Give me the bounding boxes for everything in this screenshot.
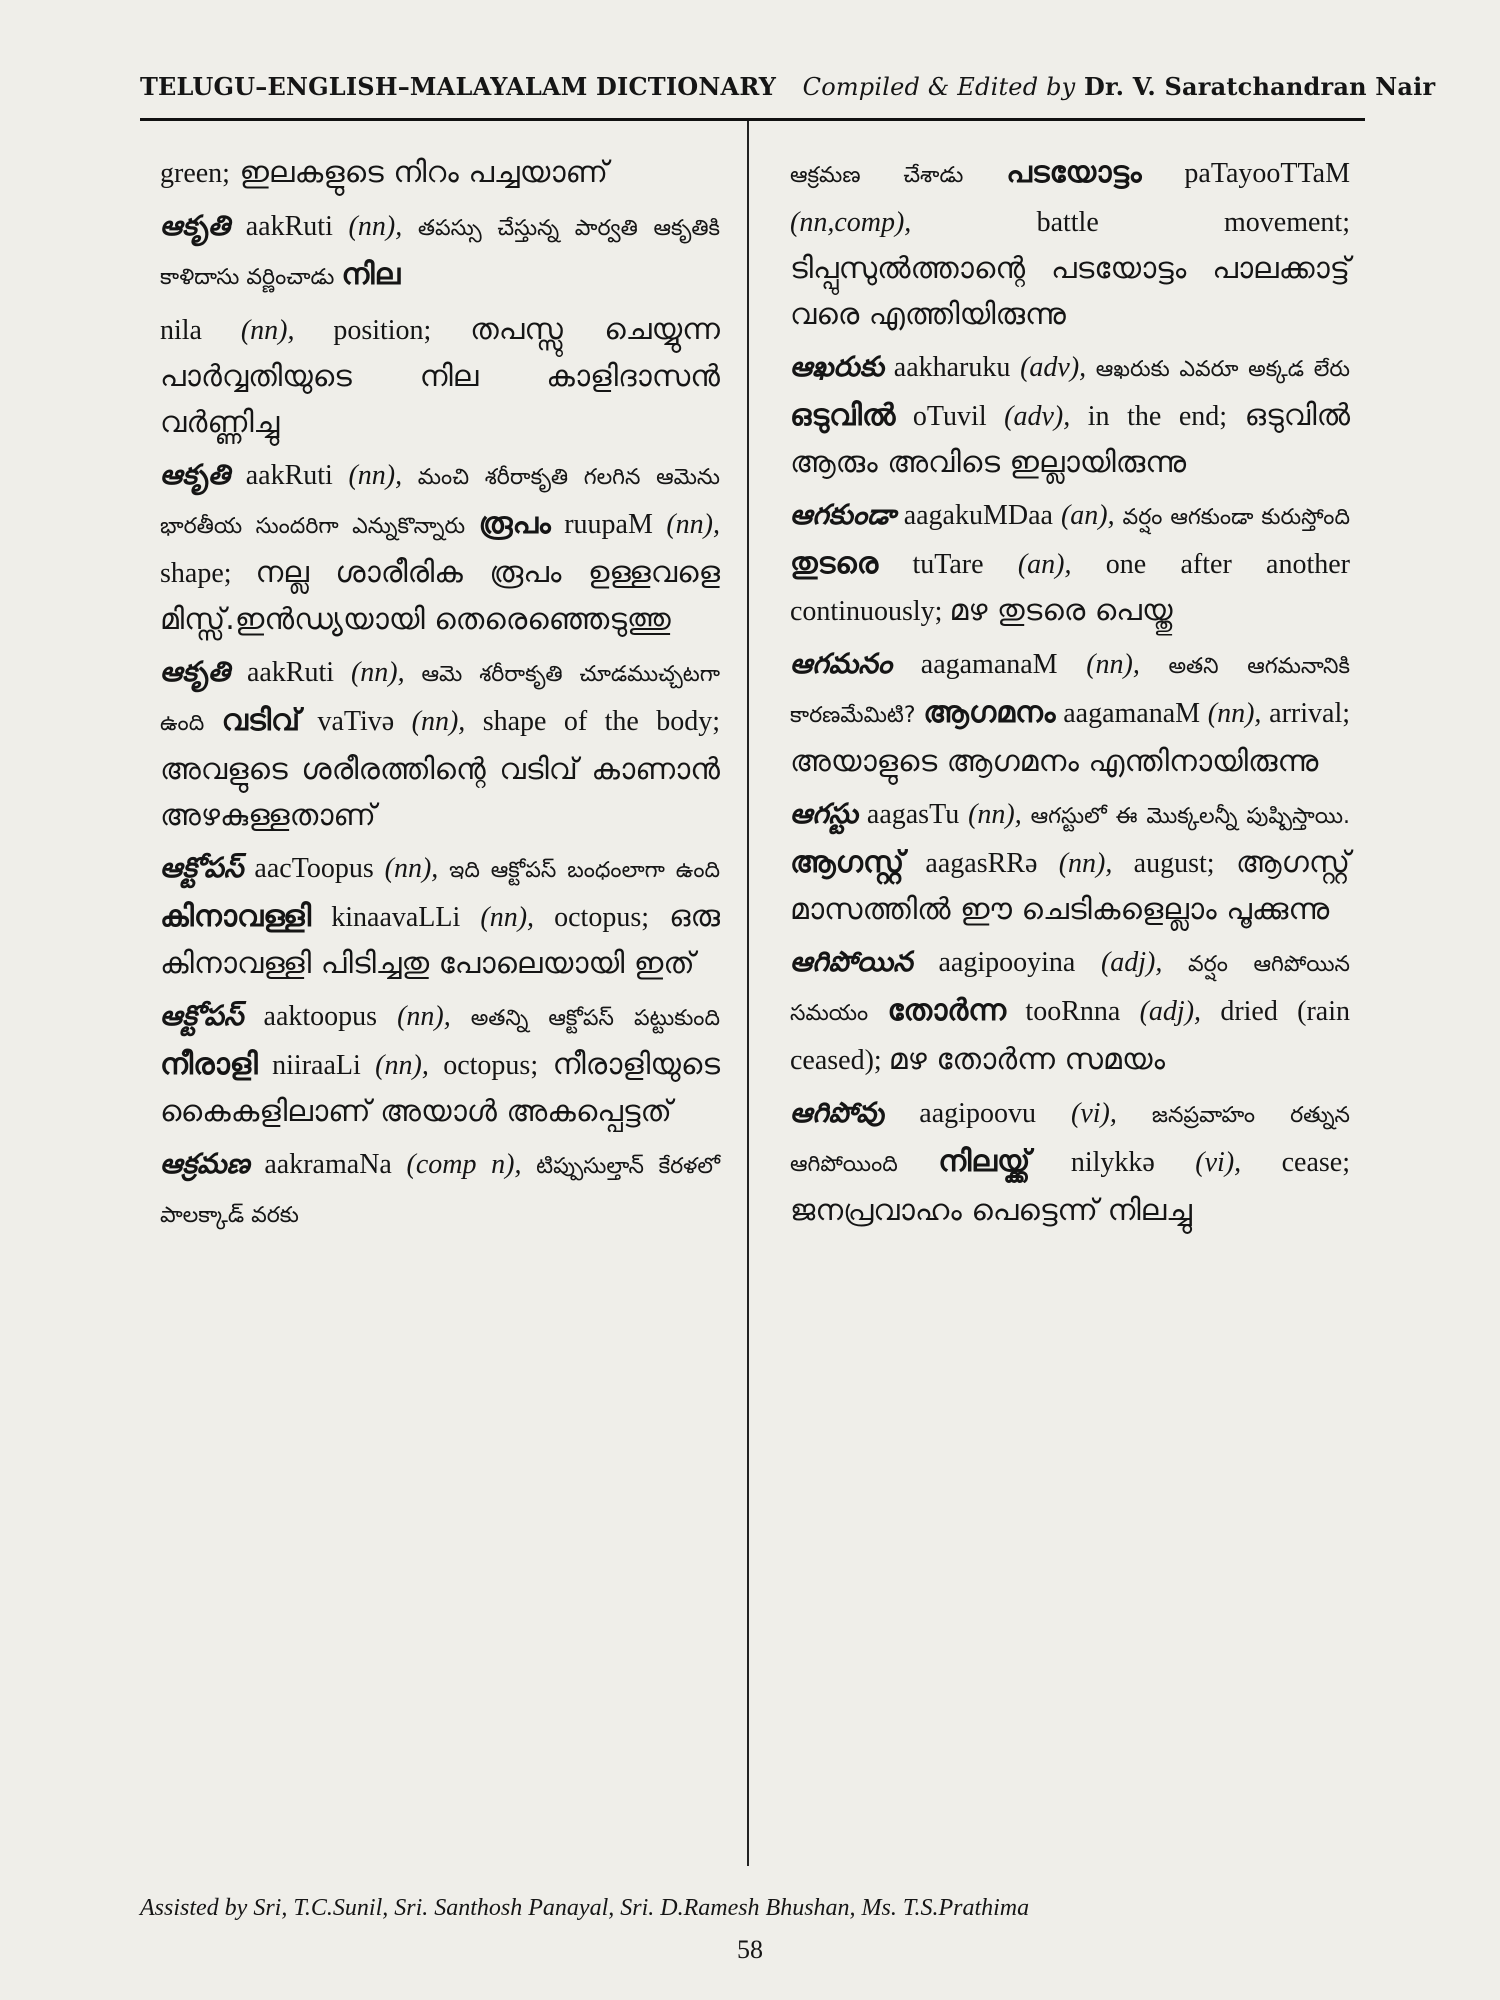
part-of-speech: (an), — [1060, 500, 1115, 531]
telugu-headword: ఆగిపోయిన — [790, 945, 913, 978]
english-gloss: august; — [1112, 848, 1236, 879]
transliteration: aakRuti — [230, 460, 349, 491]
malayalam-headword: ഒടുവിൽ — [790, 398, 896, 433]
malayalam-example: ടിപ്പുസുൽത്താന്റെ പടയോട്ടം പാലക്കാട്ട് വരെ എത്തിയിരുന്നു — [790, 251, 1350, 332]
editor-name: Dr. V. Saratchandran Nair — [1083, 72, 1436, 101]
header-rule — [140, 118, 1365, 121]
part-of-speech: (nn), — [350, 657, 405, 688]
telugu-headword: ఆక్రమణ — [160, 1147, 250, 1180]
telugu-example: తపస్సు చేస్తున్న పార్వతి ఆకృతికి కాళిదాసు వర్ణించాడు — [160, 216, 721, 290]
dictionary-entry — [160, 649, 720, 839]
english-gloss: cease; — [1241, 1147, 1350, 1178]
malayalam-transliteration: oTuvil — [895, 401, 1005, 432]
dictionary-entry — [790, 150, 1350, 338]
part-of-speech: (nn), — [384, 853, 439, 884]
compiled-by-label: Compiled & Edited by — [802, 73, 1076, 101]
dictionary-entry — [790, 791, 1350, 933]
english-gloss: shape; — [160, 558, 256, 589]
telugu-headword: ఆకృతి — [160, 655, 231, 688]
english-gloss: octopus; — [428, 1050, 553, 1081]
running-header — [140, 72, 1436, 101]
malayalam-part-of-speech: (nn,comp), — [790, 207, 912, 238]
transliteration: aacToopus — [243, 853, 385, 884]
transliteration: aakharuku — [884, 352, 1021, 383]
malayalam-example: ഇലകളുടെ നിറം പച്ചയാണ് — [229, 155, 608, 190]
malayalam-headword: പടയോട്ടം — [1006, 155, 1142, 190]
malayalam-transliteration: vaTivə — [300, 706, 412, 737]
malayalam-example: ആഗസ്റ്റ് മാസത്തിൽ ഈ ചെടികളെല്ലാം പൂക്കുന്നു — [790, 845, 1350, 927]
malayalam-headword: ആഗസ്റ്റ് — [790, 845, 905, 880]
telugu-headword: ఆకృతి — [160, 458, 231, 491]
malayalam-example: ഒരു കിനാവള്ളി പിടിച്ചതു പോലെയായി ഇത് — [160, 899, 720, 981]
malayalam-example: അവളുടെ ശരീരത്തിന്റെ വടിവ് കാണാൻ അഴകുള്ളതാണ് — [160, 752, 720, 833]
malayalam-transliteration: nilykkə — [1030, 1147, 1196, 1178]
malayalam-headword: നിലയ്ക്ക് — [938, 1144, 1031, 1179]
malayalam-part-of-speech: (adv), — [1004, 401, 1071, 432]
telugu-headword: ఆక్టోపస్ — [160, 999, 244, 1032]
malayalam-example: ജനപ്രവാഹം പെട്ടെന്ന് നിലച്ചു — [790, 1193, 1192, 1228]
part-of-speech: (vi), — [1071, 1098, 1117, 1129]
dictionary-entry — [160, 150, 720, 197]
telugu-example: ఆక్రమణ చేశాడు — [790, 163, 1007, 188]
transliteration: aagamanaM — [892, 649, 1087, 680]
english-gloss: position; — [294, 315, 471, 346]
malayalam-headword: ആഗമനം — [923, 695, 1056, 730]
right-column — [790, 150, 1350, 1240]
malayalam-headword: വടിവ് — [221, 703, 301, 738]
part-of-speech: (nn), — [968, 799, 1022, 830]
dictionary-entry — [790, 344, 1350, 486]
telugu-example: ఇది ఆక్టోపస్ బంధంలాగా ఉంది — [438, 858, 721, 883]
telugu-headword: ఆగమనం — [790, 647, 893, 680]
telugu-headword: ఆఖరుకు — [790, 350, 885, 383]
dictionary-entry — [790, 641, 1350, 785]
telugu-example: ఆమె శరీరాకృతి చూడముచ్చటగా ఉంది — [160, 662, 720, 736]
malayalam-part-of-speech: (nn), — [666, 509, 720, 540]
dictionary-entry — [790, 939, 1350, 1084]
telugu-example: అతన్ని ఆక్టోపస్ పట్టుకుంది — [450, 1006, 720, 1031]
malayalam-part-of-speech: (nn), — [375, 1050, 429, 1081]
english-gloss: octopus; — [534, 902, 670, 933]
footer-credits: Assisted by Sri, T.C.Sunil, Sri. Santhosh Panayal, Sri. D.Ramesh Bhushan, Ms. T.S.Prathima — [140, 1895, 1030, 1921]
dictionary-entry — [160, 307, 720, 446]
telugu-example: ఆఖరుకు ఎవరూ అక్కడ లేరు — [1086, 357, 1351, 382]
malayalam-transliteration: tuTare — [878, 549, 1018, 580]
telugu-example: జనప్రవాహం రత్నున ఆగిపోయింది — [790, 1103, 1350, 1177]
part-of-speech: (nn), — [1086, 649, 1140, 680]
page-number: 58 — [737, 1935, 763, 1964]
english-gloss: in the end; — [1070, 401, 1245, 432]
malayalam-example: മഴ തോർന്ന സമയം — [888, 1042, 1166, 1077]
part-of-speech: (nn), — [240, 315, 295, 346]
malayalam-transliteration: aagasRRə — [904, 848, 1059, 879]
malayalam-transliteration: aagamanaM — [1055, 698, 1208, 729]
english-gloss: arrival; — [1261, 698, 1351, 729]
malayalam-part-of-speech: (nn), — [480, 902, 535, 933]
telugu-example: వర్షం ఆగిపోయిన సమయం — [790, 952, 1350, 1026]
plain-text: green; — [160, 158, 230, 189]
telugu-example: టిప్పుసుల్తాన్ కేరళలో పాలక్కాడ్ వరకు — [160, 1154, 721, 1228]
malayalam-headword: നില — [341, 257, 401, 292]
telugu-headword: ఆగిపోవు — [790, 1096, 885, 1129]
dictionary-entry — [160, 845, 720, 987]
dictionary-entry — [160, 993, 720, 1135]
dictionary-title: TELUGU–ENGLISH–MALAYALAM DICTIONARY — [140, 72, 777, 101]
malayalam-part-of-speech: (nn), — [411, 706, 466, 737]
malayalam-part-of-speech: (adj), — [1139, 996, 1202, 1027]
malayalam-part-of-speech: (an), — [1017, 549, 1072, 580]
malayalam-example: അയാളുടെ ആഗമനം എന്തിനായിരുന്നു — [790, 744, 1319, 779]
malayalam-headword: തോർന്ന — [887, 993, 1007, 1028]
transliteration: aagakuMDaa — [895, 500, 1061, 531]
part-of-speech: (nn), — [348, 211, 403, 242]
part-of-speech: (adj), — [1100, 947, 1163, 978]
malayalam-example: മഴ തുടരെ പെയ്തു — [949, 593, 1173, 628]
column-divider — [747, 121, 749, 1866]
malayalam-transliteration: ruupaM — [550, 509, 667, 540]
transliteration: aagasTu — [858, 799, 969, 830]
english-gloss: dried (rain ceased); — [790, 996, 1350, 1076]
dictionary-entry — [160, 452, 720, 643]
telugu-headword: ఆగస్టు — [790, 797, 859, 830]
telugu-headword: ఆకృతి — [160, 209, 231, 242]
malayalam-transliteration: kinaavaLLi — [311, 902, 481, 933]
dictionary-entry — [790, 1090, 1350, 1234]
telugu-headword: ఆగకుండా — [790, 498, 896, 531]
telugu-example: అతని ఆగమనానికి కారణమేమిటి? — [790, 654, 1350, 728]
part-of-speech: (nn), — [348, 460, 403, 491]
transliteration: aaktoopus — [243, 1001, 398, 1032]
malayalam-transliteration: paTayooTTaM — [1141, 158, 1350, 189]
telugu-example: ఆగస్టులో ఈ మొక్కలన్నీ పుష్పిస్తాయి. — [1021, 804, 1350, 829]
telugu-headword: ఆక్టోపస్ — [160, 851, 244, 884]
plain-text: nila — [160, 315, 241, 346]
telugu-example: వర్షం ఆగకుండా కురుస్తోంది — [1114, 505, 1350, 530]
english-gloss: shape of the body; — [465, 706, 720, 737]
malayalam-headword: നീരാളി — [160, 1047, 258, 1082]
malayalam-headword: രൂപം — [478, 506, 551, 541]
transliteration: aagipooyina — [912, 947, 1101, 978]
part-of-speech: (comp n), — [406, 1149, 522, 1180]
malayalam-headword: തുടരെ — [790, 546, 879, 581]
part-of-speech: (adv), — [1020, 352, 1087, 383]
dictionary-entry — [160, 1141, 720, 1239]
malayalam-transliteration: niiraaLi — [257, 1050, 376, 1081]
malayalam-part-of-speech: (nn), — [1207, 698, 1262, 729]
dictionary-entry — [160, 203, 720, 301]
english-gloss: battle movement; — [911, 207, 1350, 238]
dictionary-entry — [790, 492, 1350, 635]
malayalam-example: ഒടുവിൽ ആരും അവിടെ ഇല്ലായിരുന്നു — [790, 398, 1350, 480]
transliteration: aakRuti — [230, 657, 351, 688]
malayalam-part-of-speech: (nn), — [1058, 848, 1113, 879]
malayalam-headword: കിനാവള്ളി — [160, 899, 312, 934]
part-of-speech: (nn), — [397, 1001, 451, 1032]
transliteration: aagipoovu — [884, 1098, 1071, 1129]
transliteration: aakRuti — [230, 211, 349, 242]
telugu-example: మంచి శరీరాకృతి గలగిన ఆమెను భారతీయ సుందరిగా ఎన్నుకొన్నారు — [160, 465, 720, 539]
malayalam-example: തപസ്സു ചെയ്യുന്ന പാർവ്വതിയുടെ നില കാളിദാസൻ വർണ്ണിച്ചു — [160, 312, 720, 440]
malayalam-example: നീരാളിയുടെ കൈകളിലാണ് അയാൾ അകപ്പെട്ടത് — [160, 1047, 720, 1129]
malayalam-transliteration: tooRnna — [1006, 996, 1140, 1027]
left-column — [160, 150, 720, 1245]
malayalam-example: നല്ല ശാരീരിക രൂപം ഉള്ളവളെ മിസ്സ്.ഇൻഡ്യയായി തെരെഞ്ഞെടുത്തു — [160, 555, 720, 637]
malayalam-part-of-speech: (vi), — [1195, 1147, 1242, 1178]
english-gloss: one after another continuously; — [790, 549, 1351, 627]
transliteration: aakramaNa — [249, 1149, 407, 1180]
